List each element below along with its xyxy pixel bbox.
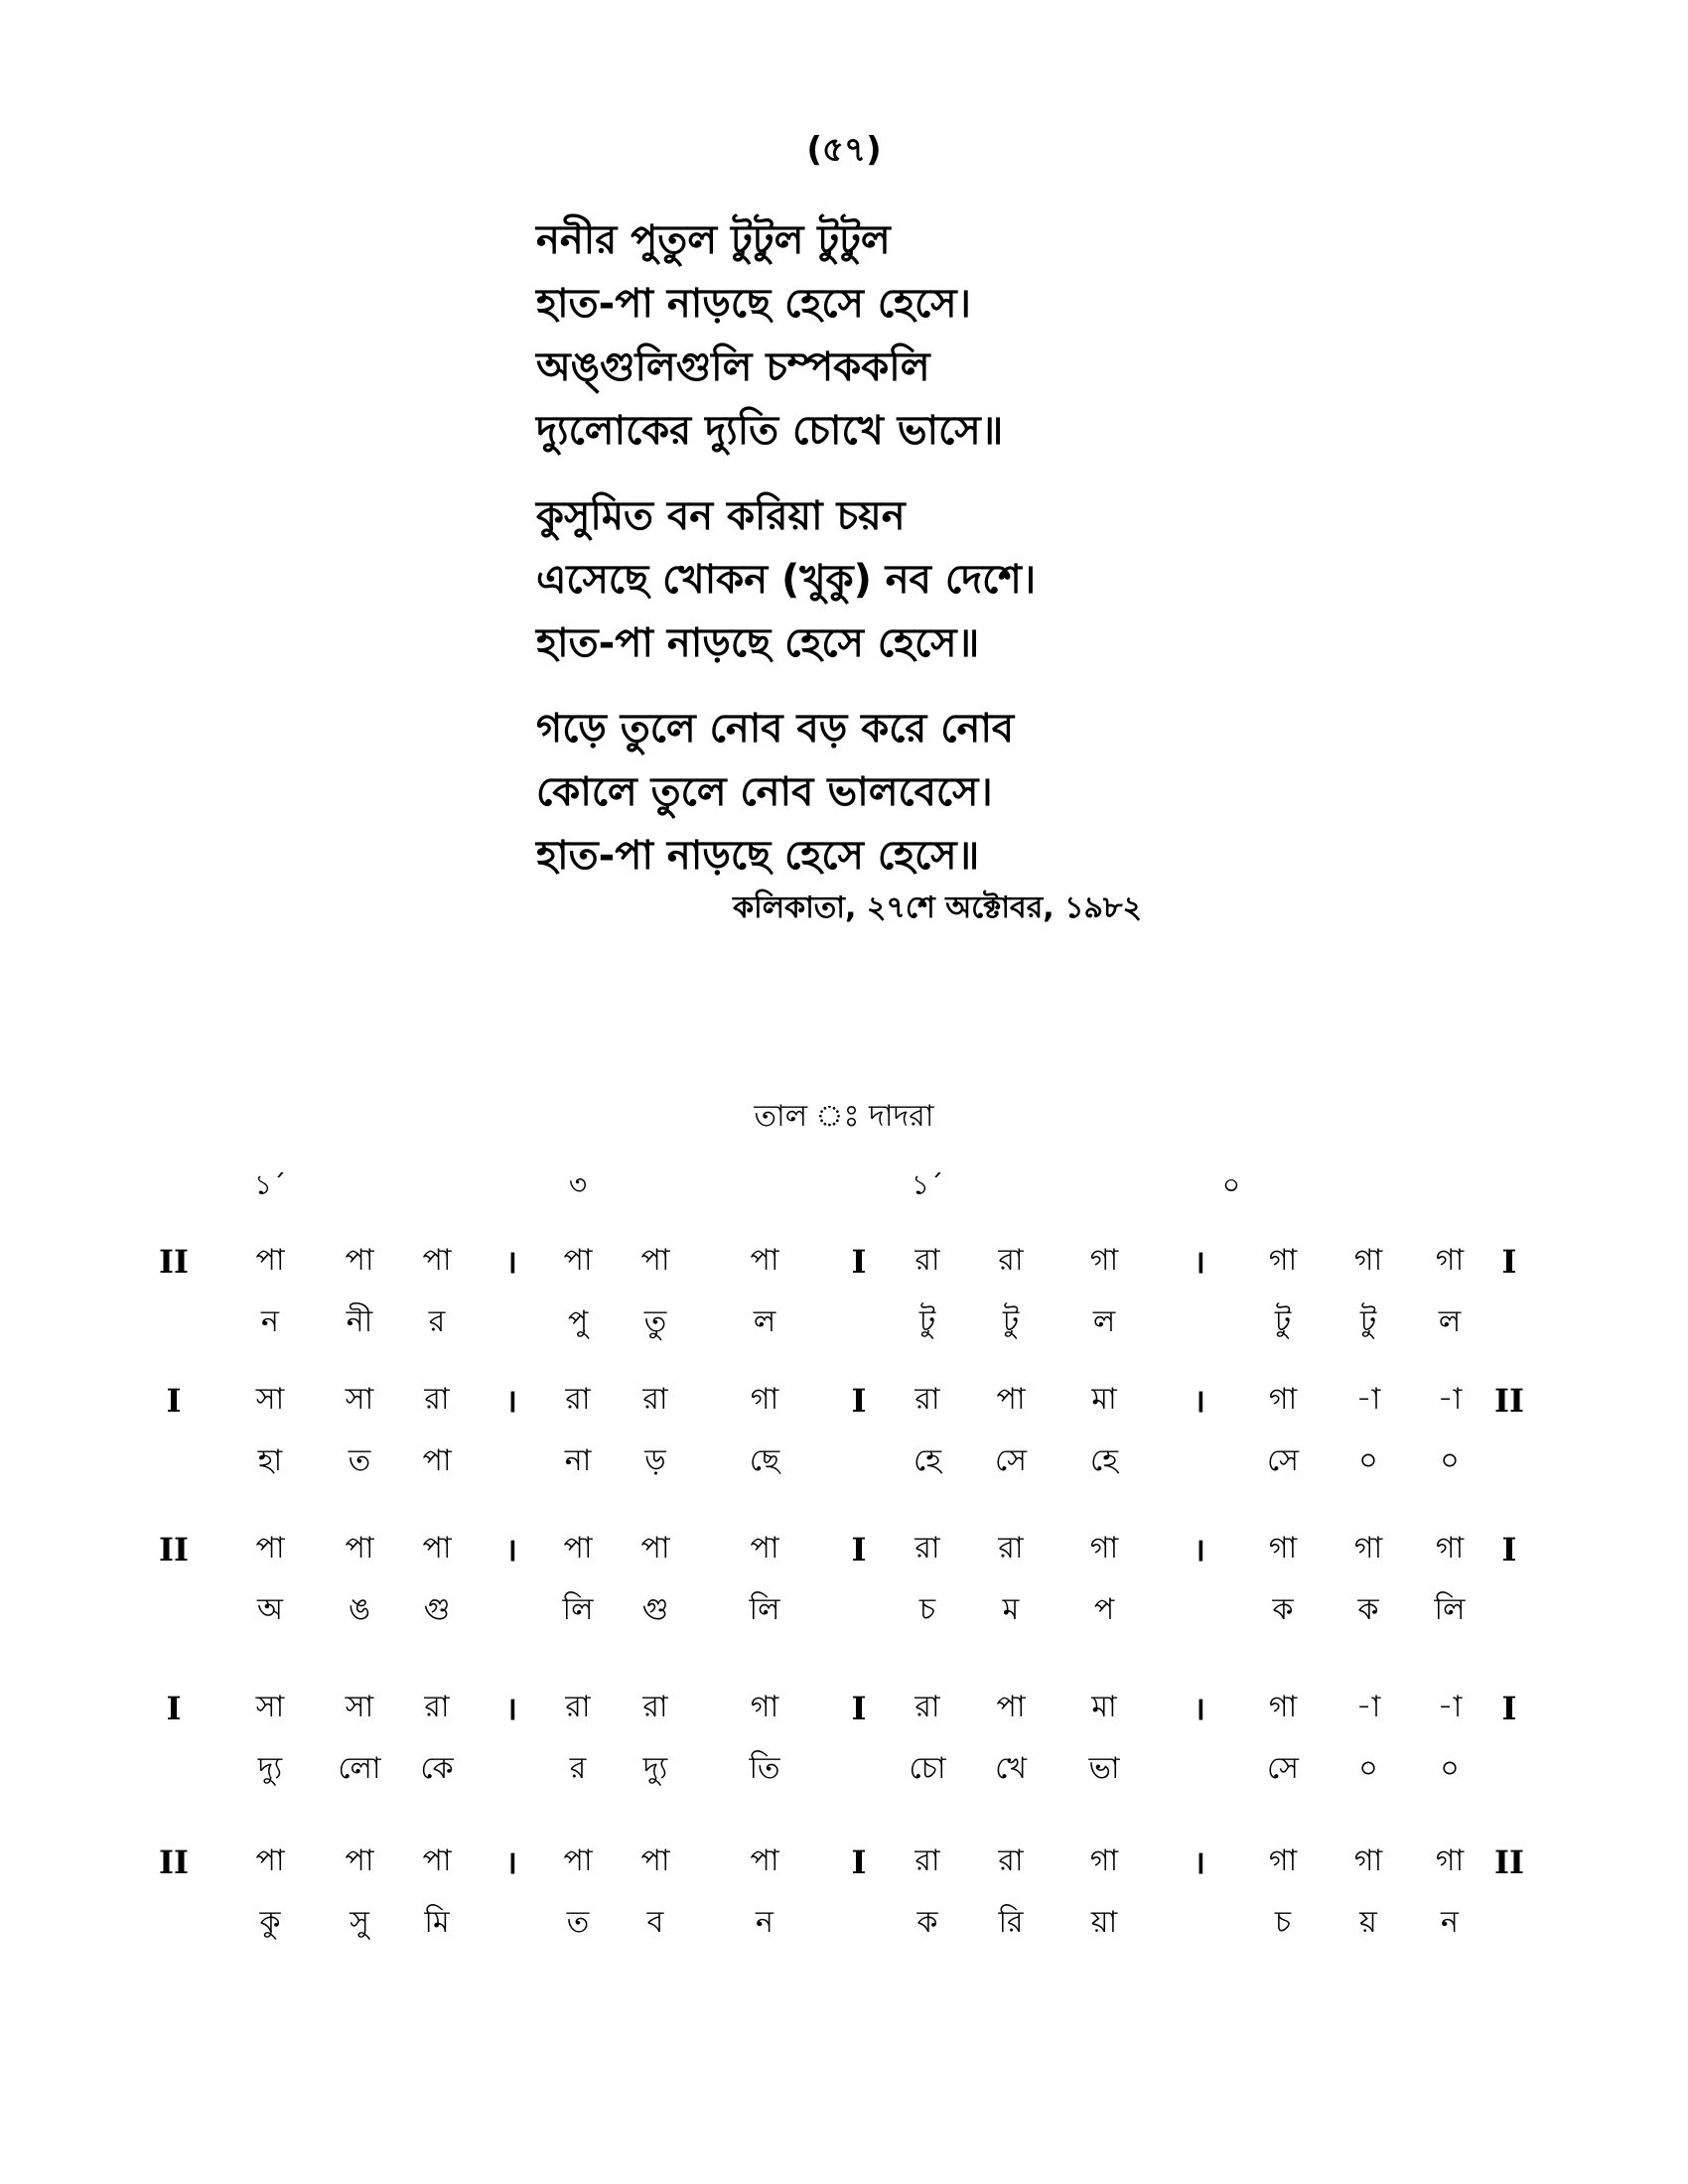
lyric-syllable: চ — [1274, 1905, 1292, 1940]
lyric-syllable: ড় — [644, 1443, 666, 1478]
tala-mark: ০ — [1221, 1168, 1241, 1201]
lyric-syllable: ত — [566, 1905, 590, 1940]
sargam-note: গা — [1089, 1843, 1119, 1878]
sargam-note: পা — [640, 1531, 670, 1566]
sargam-note: গা — [1435, 1531, 1465, 1566]
lyric-syllable: প — [1093, 1592, 1115, 1627]
sargam-note: পা — [640, 1243, 670, 1278]
sargam-note: পা — [996, 1690, 1026, 1724]
lyric-syllable: ব — [646, 1905, 664, 1940]
sargam-note: গা — [1089, 1243, 1119, 1278]
sargam-note: পা — [345, 1843, 374, 1878]
lyric-syllable: লি — [562, 1592, 594, 1627]
sargam-note: পা — [640, 1843, 670, 1878]
lyric-syllable: ন — [261, 1304, 279, 1339]
bar-line-start: II — [159, 1531, 189, 1569]
poem-line: অঙ্গুলিগুলি চম্পককলি — [536, 344, 930, 390]
bar-divider: । — [504, 1690, 518, 1727]
sargam-note: মা — [1091, 1690, 1117, 1724]
lyric-syllable: ০ — [1358, 1751, 1378, 1786]
bar-divider: I — [851, 1243, 867, 1281]
lyric-syllable: নী — [346, 1304, 373, 1339]
lyric-syllable: র — [569, 1751, 587, 1786]
bar-line-start: II — [159, 1243, 189, 1281]
bar-divider: । — [1193, 1382, 1206, 1420]
sargam-note: রা — [998, 1843, 1024, 1878]
sargam-note: গা — [1268, 1382, 1298, 1417]
sargam-note: পা — [422, 1243, 452, 1278]
poem-line: এসেছে খোকন (খুকু) নব দেশে। — [536, 557, 1037, 603]
bar-divider: । — [504, 1243, 518, 1281]
sargam-note: গা — [1089, 1531, 1119, 1566]
place-date: কলিকাতা, ২৭শে অক্টোবর, ১৯৮২ — [733, 890, 1142, 925]
sargam-note: গা — [1435, 1243, 1465, 1278]
sargam-note: পা — [255, 1531, 285, 1566]
bar-line-end: II — [1494, 1843, 1524, 1881]
sargam-note: রা — [914, 1690, 940, 1724]
lyric-syllable: রি — [998, 1905, 1024, 1940]
sargam-note: পা — [750, 1843, 779, 1878]
lyric-syllable: ক — [1357, 1592, 1379, 1627]
lyric-syllable: য় — [1359, 1905, 1377, 1940]
lyric-syllable: লো — [338, 1751, 381, 1786]
lyric-syllable: ন — [756, 1905, 774, 1940]
bar-divider: । — [1193, 1243, 1206, 1281]
bar-divider: । — [504, 1531, 518, 1569]
sargam-note: -া — [1437, 1690, 1463, 1724]
lyric-syllable: টু — [1274, 1304, 1292, 1339]
tala-mark: ১´ — [253, 1168, 287, 1201]
sargam-note: রা — [914, 1243, 940, 1278]
lyric-syllable: ত — [348, 1443, 371, 1478]
sargam-note: গা — [1353, 1531, 1383, 1566]
lyric-syllable: ০ — [1440, 1443, 1460, 1478]
lyric-syllable: দ্যু — [642, 1751, 668, 1786]
bar-line-end: II — [1494, 1382, 1524, 1420]
sargam-note: রা — [424, 1382, 450, 1417]
sargam-note: গা — [1268, 1531, 1298, 1566]
lyric-syllable: টু — [1002, 1304, 1020, 1339]
sargam-note: পা — [345, 1243, 374, 1278]
lyric-syllable: র — [428, 1304, 446, 1339]
lyric-syllable: ০ — [1440, 1751, 1460, 1786]
lyric-syllable: চ — [918, 1592, 936, 1627]
bar-divider: । — [1193, 1843, 1206, 1881]
bar-line-end: I — [1501, 1531, 1517, 1569]
sargam-note: -া — [1355, 1382, 1381, 1417]
bar-divider: I — [851, 1843, 867, 1881]
sargam-note: সা — [255, 1690, 285, 1724]
lyric-syllable: ল — [753, 1304, 776, 1339]
poem-line: হাত-পা নাড়ছে হেসে হেসে। — [536, 281, 971, 327]
lyric-syllable: টু — [918, 1304, 936, 1339]
lyric-syllable: ছে — [749, 1443, 780, 1478]
sargam-note: পা — [422, 1531, 452, 1566]
bar-line-start: I — [166, 1690, 182, 1727]
sargam-note: গা — [750, 1382, 779, 1417]
lyric-syllable: মি — [424, 1905, 450, 1940]
poem-line: কুসুমিত বন করিয়া চয়ন — [536, 493, 906, 539]
sargam-note: সা — [255, 1382, 285, 1417]
sargam-note: রা — [424, 1690, 450, 1724]
sargam-note: রা — [914, 1843, 940, 1878]
lyric-syllable: সে — [1267, 1751, 1299, 1786]
lyric-syllable: কু — [259, 1905, 281, 1940]
lyric-syllable: ম — [1002, 1592, 1020, 1627]
lyric-syllable: সু — [350, 1905, 369, 1940]
bar-divider: । — [504, 1843, 518, 1881]
bar-line-end: I — [1501, 1243, 1517, 1281]
tala-mark: ৩ — [568, 1168, 588, 1201]
lyric-syllable: লি — [749, 1592, 780, 1627]
bar-line-start: II — [159, 1843, 189, 1881]
bar-divider: । — [504, 1382, 518, 1420]
sargam-note: -া — [1437, 1382, 1463, 1417]
bar-divider: I — [851, 1382, 867, 1420]
lyric-syllable: সে — [995, 1443, 1027, 1478]
lyric-syllable: তু — [643, 1304, 667, 1339]
sargam-note: পা — [345, 1531, 374, 1566]
poem-line: কোলে তুলে নোব ভালবেসে। — [536, 769, 993, 815]
poem-line: গড়ে তুলে নোব বড় করে নোব — [536, 706, 1015, 751]
sargam-note: রা — [565, 1382, 591, 1417]
bar-divider: । — [1193, 1531, 1206, 1569]
sargam-note: পা — [255, 1843, 285, 1878]
sargam-note: রা — [565, 1690, 591, 1724]
lyric-syllable: কে — [420, 1751, 454, 1786]
lyric-syllable: টু — [1359, 1304, 1377, 1339]
sargam-note: মা — [1091, 1382, 1117, 1417]
sargam-note: রা — [642, 1382, 668, 1417]
sargam-note: পা — [996, 1382, 1026, 1417]
bar-divider: I — [851, 1690, 867, 1727]
lyric-syllable: ন — [1441, 1905, 1459, 1940]
sargam-note: পা — [255, 1243, 285, 1278]
sargam-note: গা — [1268, 1843, 1298, 1878]
page-number: (৫৭) — [806, 130, 882, 170]
sargam-note: রা — [998, 1531, 1024, 1566]
lyric-syllable: ০ — [1358, 1443, 1378, 1478]
sargam-note: পা — [563, 1531, 593, 1566]
lyric-syllable: হা — [257, 1443, 283, 1478]
tala-mark: ১´ — [911, 1168, 944, 1201]
lyric-syllable: গু — [641, 1592, 669, 1627]
lyric-syllable: ল — [1092, 1304, 1116, 1339]
lyric-syllable: খে — [995, 1751, 1027, 1786]
poem-line: ননীর পুতুল টুটুল টুটুল — [536, 217, 891, 263]
poem-line: হাত-পা নাড়ছে হেসে হেসে॥ — [536, 620, 980, 666]
lyric-syllable: দ্যু — [257, 1751, 283, 1786]
sargam-note: রা — [642, 1690, 668, 1724]
bar-line-start: I — [166, 1382, 182, 1420]
sargam-note: গা — [1435, 1843, 1465, 1878]
sargam-note: রা — [914, 1531, 940, 1566]
sargam-note: গা — [1353, 1843, 1383, 1878]
lyric-syllable: ল — [1438, 1304, 1462, 1339]
lyric-syllable: ক — [1272, 1592, 1294, 1627]
lyric-syllable: ক — [916, 1905, 938, 1940]
poem-line: দ্যুলোকের দ্যুতি চোখে ভাসে॥ — [536, 408, 1004, 454]
bar-line-end: I — [1501, 1690, 1517, 1727]
lyric-syllable: চো — [909, 1751, 946, 1786]
lyric-syllable: হে — [914, 1443, 941, 1478]
sargam-note: -া — [1355, 1690, 1381, 1724]
lyric-syllable: অ — [257, 1592, 283, 1627]
lyric-syllable: হে — [1090, 1443, 1118, 1478]
lyric-syllable: সে — [1267, 1443, 1299, 1478]
lyric-syllable: য়া — [1090, 1905, 1118, 1940]
sargam-note: গা — [750, 1690, 779, 1724]
lyric-syllable: ভা — [1088, 1751, 1120, 1786]
sargam-note: গা — [1353, 1243, 1383, 1278]
lyric-syllable: লি — [1434, 1592, 1466, 1627]
lyric-syllable: পু — [567, 1304, 589, 1339]
sargam-note: পা — [750, 1531, 779, 1566]
sargam-note: পা — [750, 1243, 779, 1278]
bar-divider: I — [851, 1531, 867, 1569]
lyric-syllable: পা — [422, 1443, 452, 1478]
poem-line: হাত-পা নাড়ছে হেসে হেসে॥ — [536, 833, 980, 879]
bar-divider: । — [1193, 1690, 1206, 1727]
sargam-note: গা — [1268, 1243, 1298, 1278]
lyric-syllable: গু — [423, 1592, 451, 1627]
sargam-note: পা — [563, 1243, 593, 1278]
sargam-note: পা — [422, 1843, 452, 1878]
lyric-syllable: তি — [749, 1751, 780, 1786]
sargam-note: রা — [998, 1243, 1024, 1278]
sargam-note: রা — [914, 1382, 940, 1417]
sargam-note: সা — [345, 1382, 374, 1417]
sargam-note: গা — [1268, 1690, 1298, 1724]
lyric-syllable: ঙ — [348, 1592, 371, 1627]
sargam-note: পা — [563, 1843, 593, 1878]
lyric-syllable: না — [564, 1443, 592, 1478]
sargam-note: সা — [345, 1690, 374, 1724]
tala-heading: তাল ঃ দাদরা — [754, 1099, 934, 1134]
